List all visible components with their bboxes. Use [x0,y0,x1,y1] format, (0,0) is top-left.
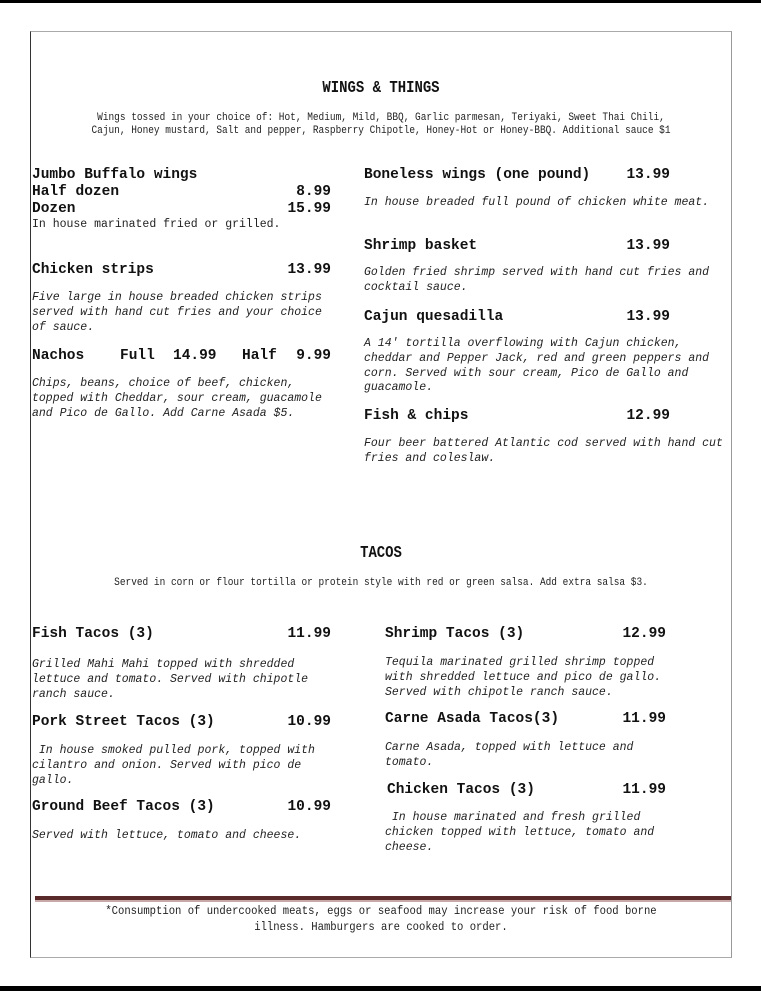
item-name: Shrimp Tacos (3) [385,626,525,642]
footer-divider-light [35,900,731,902]
item-name: Pork Street Tacos (3) [32,714,215,730]
food-safety-note-line1: *Consumption of undercooked meats, eggs or seafood may increase your risk of food borne [105,904,657,918]
item-name: Shrimp basket [364,238,478,254]
wings-section-title: WINGS & THINGS [322,79,440,98]
item-price: 11.99 [622,711,666,727]
bottom-black-bar [0,986,761,991]
item-price: 12.99 [622,626,666,642]
wings-section-subtitle-line2: Cajun, Honey mustard, Salt and pepper, Raspberry Chipotle, Honey-Hot or Honey-BBQ. Additional sauce $1 [91,125,671,137]
item-description: Four beer battered Atlantic cod served with hand cut fries and coleslaw. [364,437,723,465]
wings-section-subtitle-line1: Wings tossed in your choice of: Hot, Medium, Mild, BBQ, Garlic parmesan, Teriyaki, Sweet Thai Chili, [97,112,665,124]
item-description: Chips, beans, choice of beef, chicken, topped with Cheddar, sour cream, guacamole and Pico de Gallo. Add Carne Asada $5. [32,377,322,420]
item-price: 11.99 [622,782,666,798]
tacos-section-subtitle: Served in corn or flour tortilla or protein style with red or green salsa. Add extra salsa $3. [114,577,648,589]
item-description: In house smoked pulled pork, topped with cilantro and onion. Served with pico de gallo. [32,744,322,787]
item-price: 13.99 [287,262,331,278]
item-description: Tequila marinated grilled shrimp topped with shredded lettuce and pico de gallo. Served with chipotle ranch sauce. [385,656,662,699]
top-black-bar [0,0,761,3]
item-name: Nachos [32,348,85,364]
item-name: Fish Tacos (3) [32,626,154,642]
item-price: 13.99 [626,238,670,254]
food-safety-note [73,903,689,935]
item-description: Golden fried shrimp served with hand cut fries and cocktail sauce. [364,266,710,294]
item-price: 10.99 [287,714,331,730]
item-description: A 14' tortilla overflowing with Cajun chicken, cheddar and Pepper Jack, red and green peppers and corn. Served with sour cream, Pico de Gallo and guacamole. [364,337,710,395]
item-option-label: Half dozen [32,184,120,200]
item-description: Carne Asada, topped with lettuce and tomato. [385,741,634,769]
item-description: Grilled Mahi Mahi topped with shredded lettuce and tomato. Served with chipotle ranch sauce. [32,658,309,701]
item-description: In house breaded full pound of chicken white meat. [364,196,710,209]
tacos-section-title: TACOS [360,544,402,563]
item-price: 13.99 [626,309,670,325]
item-name: Chicken strips [32,262,154,278]
food-safety-note-line2: illness. Hamburgers are cooked to order. [254,920,508,934]
item-name: Chicken Tacos (3) [387,782,535,798]
menu-page [30,31,732,958]
item-option-price: 8.99 [296,184,331,200]
item-description: In house marinated and fresh grilled chicken topped with lettuce, tomato and cheese. [385,811,662,854]
item-description: Served with lettuce, tomato and cheese. [32,829,302,842]
nachos-half-label: Half [242,348,277,364]
item-description: Five large in house breaded chicken strips served with hand cut fries and your choice of sauce. [32,291,322,334]
nachos-half-price: 9.99 [296,348,331,364]
item-price: 11.99 [287,626,331,642]
item-price: 10.99 [287,799,331,815]
item-option-label: Dozen [32,201,76,217]
item-option-price: 15.99 [287,201,331,217]
item-name: Ground Beef Tacos (3) [32,799,215,815]
item-description: In house marinated fried or grilled. [32,218,281,231]
item-name: Carne Asada Tacos(3) [385,711,560,727]
item-name: Jumbo Buffalo wings [32,167,198,183]
item-name: Cajun quesadilla [364,309,504,325]
item-price: 13.99 [626,167,670,183]
item-name: Fish & chips [364,408,469,424]
item-name: Boneless wings (one pound) [364,167,591,183]
nachos-full-label: Full [120,348,155,364]
item-price: 12.99 [626,408,670,424]
nachos-full-price: 14.99 [173,348,217,364]
